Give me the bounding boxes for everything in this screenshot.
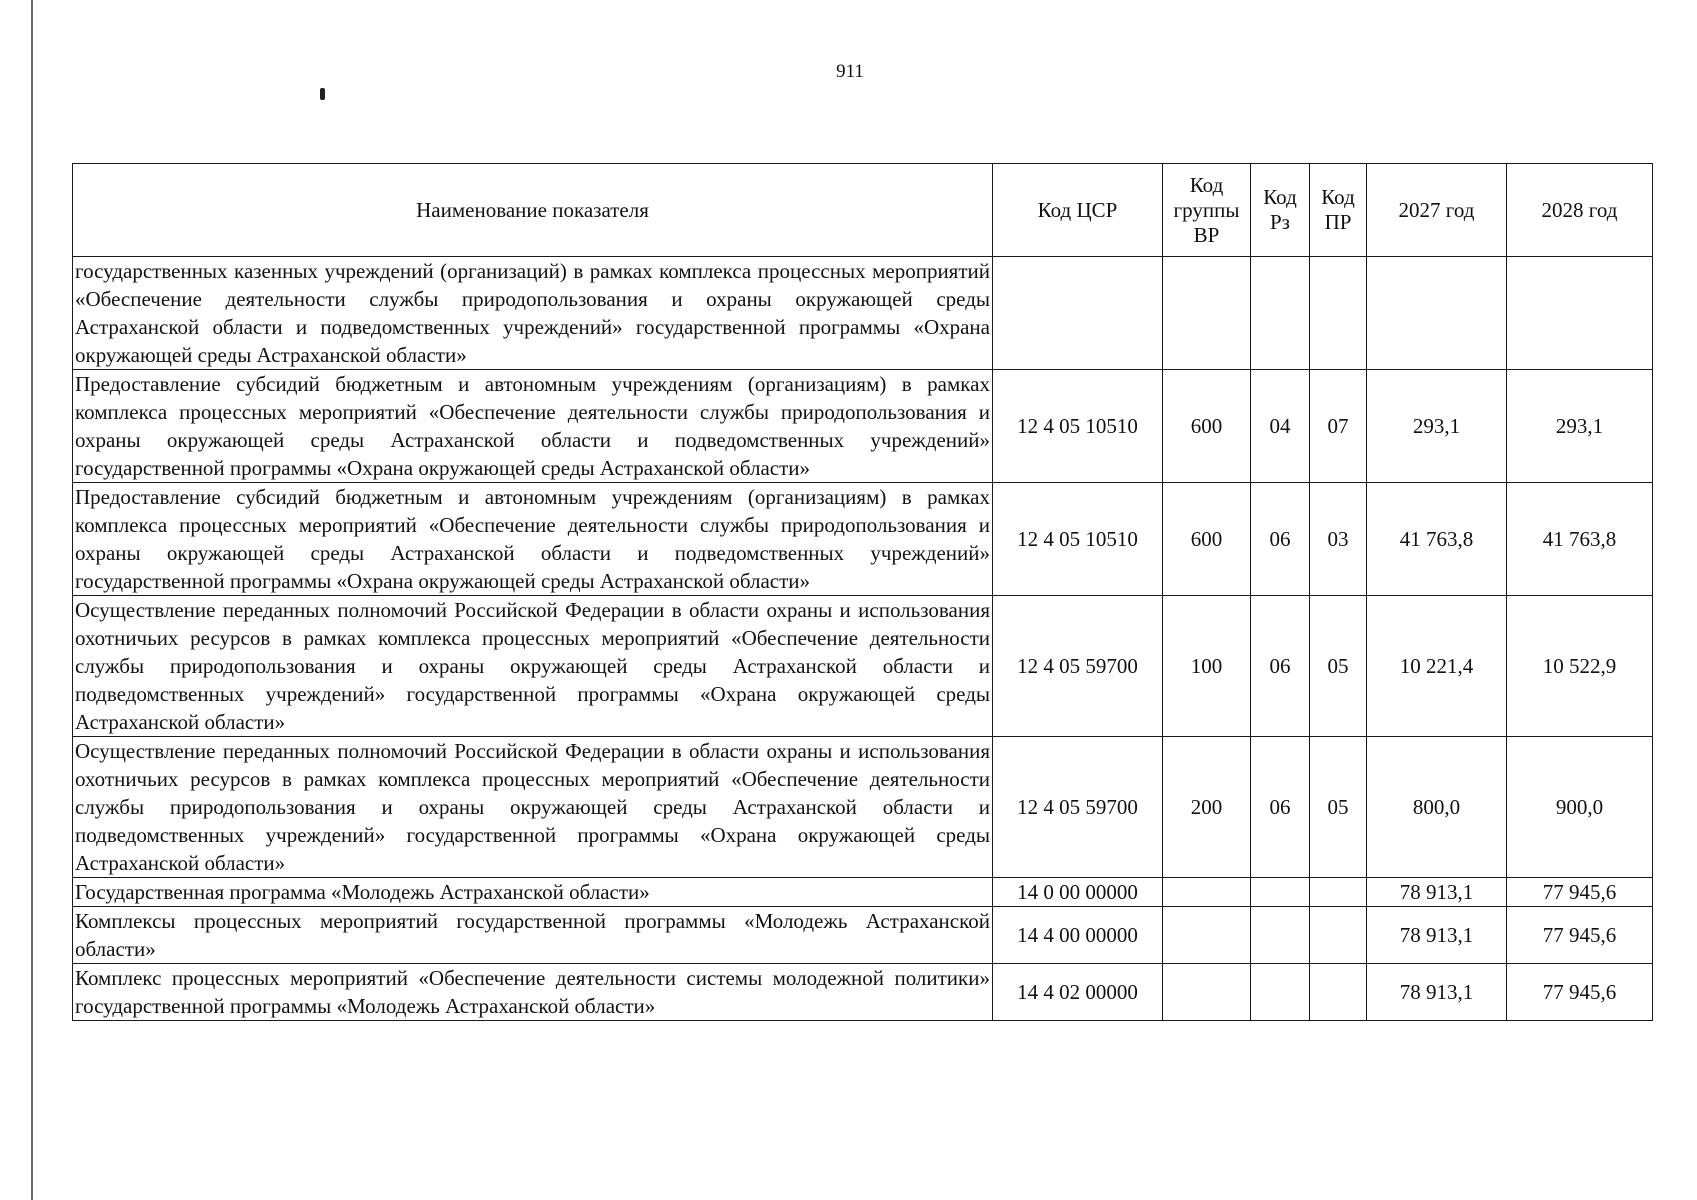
row-csr: 14 0 00 00000: [993, 878, 1163, 907]
row-pr: [1310, 878, 1367, 907]
row-2028: [1507, 257, 1653, 370]
row-2027: 78 913,1: [1367, 878, 1507, 907]
row-2028: 41 763,8: [1507, 483, 1653, 596]
row-2027: 78 913,1: [1367, 907, 1507, 964]
row-vr: [1163, 257, 1251, 370]
row-2027: 800,0: [1367, 737, 1507, 878]
row-vr: 600: [1163, 483, 1251, 596]
row-2027: 41 763,8: [1367, 483, 1507, 596]
row-csr: 14 4 00 00000: [993, 907, 1163, 964]
row-name: Предоставление субсидий бюджетным и автономным учреждениям (организациям) в рамках комплекса процессных мероприятий «Обеспечение деятельности службы природопользования и охраны окружающей среды Астраханской области и подведомственных учреждений» государственной программы «Охрана окружающей среды Астраханской области»: [73, 483, 993, 596]
table-row: [73, 596, 1653, 737]
table-row: [73, 907, 1653, 964]
row-name: Комплексы процессных мероприятий государственной программы «Молодежь Астраханской области»: [73, 907, 993, 964]
row-pr: [1310, 257, 1367, 370]
row-2028: 10 522,9: [1507, 596, 1653, 737]
budget-table: [72, 163, 1653, 1021]
row-2028: 293,1: [1507, 370, 1653, 483]
row-pr: [1310, 964, 1367, 1021]
header-pr: Код ПР: [1310, 164, 1367, 257]
row-pr: 07: [1310, 370, 1367, 483]
row-vr: [1163, 907, 1251, 964]
header-csr: Код ЦСР: [993, 164, 1163, 257]
row-2028: 77 945,6: [1507, 878, 1653, 907]
row-vr: [1163, 964, 1251, 1021]
row-pr: 05: [1310, 737, 1367, 878]
row-pr: 03: [1310, 483, 1367, 596]
row-2027: [1367, 257, 1507, 370]
row-2027: 293,1: [1367, 370, 1507, 483]
row-vr: 600: [1163, 370, 1251, 483]
header-vr: Код группы ВР: [1163, 164, 1251, 257]
row-csr: 12 4 05 10510: [993, 483, 1163, 596]
header-2028: 2028 год: [1507, 164, 1653, 257]
row-name: государственных казенных учреждений (организаций) в рамках комплекса процессных мероприятий «Обеспечение деятельности службы природопользования и охраны окружающей среды Астраханской области и подведомственных учреждений» государственной программы «Охрана окружающей среды Астраханской области»: [73, 257, 993, 370]
table-row: [73, 878, 1653, 907]
row-name: Осуществление переданных полномочий Российской Федерации в области охраны и использования охотничьих ресурсов в рамках комплекса процессных мероприятий «Обеспечение деятельности службы природопользования и охраны окружающей среды Астраханской области и подведомственных учреждений» государственной программы «Охрана окружающей среды Астраханской области»: [73, 596, 993, 737]
table-row: [73, 370, 1653, 483]
row-rz: 04: [1251, 370, 1310, 483]
row-rz: 06: [1251, 737, 1310, 878]
row-csr: 14 4 02 00000: [993, 964, 1163, 1021]
row-name: Комплекс процессных мероприятий «Обеспечение деятельности системы молодежной политики» государственной программы «Молодежь Астраханской области»: [73, 964, 993, 1021]
row-name: Осуществление переданных полномочий Российской Федерации в области охраны и использования охотничьих ресурсов в рамках комплекса процессных мероприятий «Обеспечение деятельности службы природопользования и охраны окружающей среды Астраханской области и подведомственных учреждений» государственной программы «Охрана окружающей среды Астраханской области»: [73, 737, 993, 878]
row-csr: 12 4 05 59700: [993, 596, 1163, 737]
row-rz: [1251, 257, 1310, 370]
row-csr: 12 4 05 59700: [993, 737, 1163, 878]
header-2027: 2027 год: [1367, 164, 1507, 257]
row-rz: [1251, 964, 1310, 1021]
page-number: 911: [836, 61, 864, 82]
row-pr: 05: [1310, 596, 1367, 737]
row-name: Предоставление субсидий бюджетным и автономным учреждениям (организациям) в рамках комплекса процессных мероприятий «Обеспечение деятельности службы природопользования и охраны окружающей среды Астраханской области и подведомственных учреждений» государственной программы «Охрана окружающей среды Астраханской области»: [73, 370, 993, 483]
row-rz: [1251, 878, 1310, 907]
header-name: Наименование показателя: [73, 164, 993, 257]
row-vr: [1163, 878, 1251, 907]
header-rz: Код Рз: [1251, 164, 1310, 257]
table-row: [73, 737, 1653, 878]
row-csr: [993, 257, 1163, 370]
row-rz: 06: [1251, 483, 1310, 596]
scan-edge-line: [31, 0, 33, 1200]
row-rz: 06: [1251, 596, 1310, 737]
row-pr: [1310, 907, 1367, 964]
row-2027: 10 221,4: [1367, 596, 1507, 737]
row-vr: 100: [1163, 596, 1251, 737]
scan-speck: [320, 88, 325, 100]
row-rz: [1251, 907, 1310, 964]
row-2028: 900,0: [1507, 737, 1653, 878]
row-2028: 77 945,6: [1507, 964, 1653, 1021]
table-header-row: [73, 164, 1653, 257]
row-2027: 78 913,1: [1367, 964, 1507, 1021]
row-2028: 77 945,6: [1507, 907, 1653, 964]
row-csr: 12 4 05 10510: [993, 370, 1163, 483]
table-row: [73, 483, 1653, 596]
row-name: Государственная программа «Молодежь Астраханской области»: [73, 878, 993, 907]
table-row: [73, 257, 1653, 370]
table-row: [73, 964, 1653, 1021]
row-vr: 200: [1163, 737, 1251, 878]
